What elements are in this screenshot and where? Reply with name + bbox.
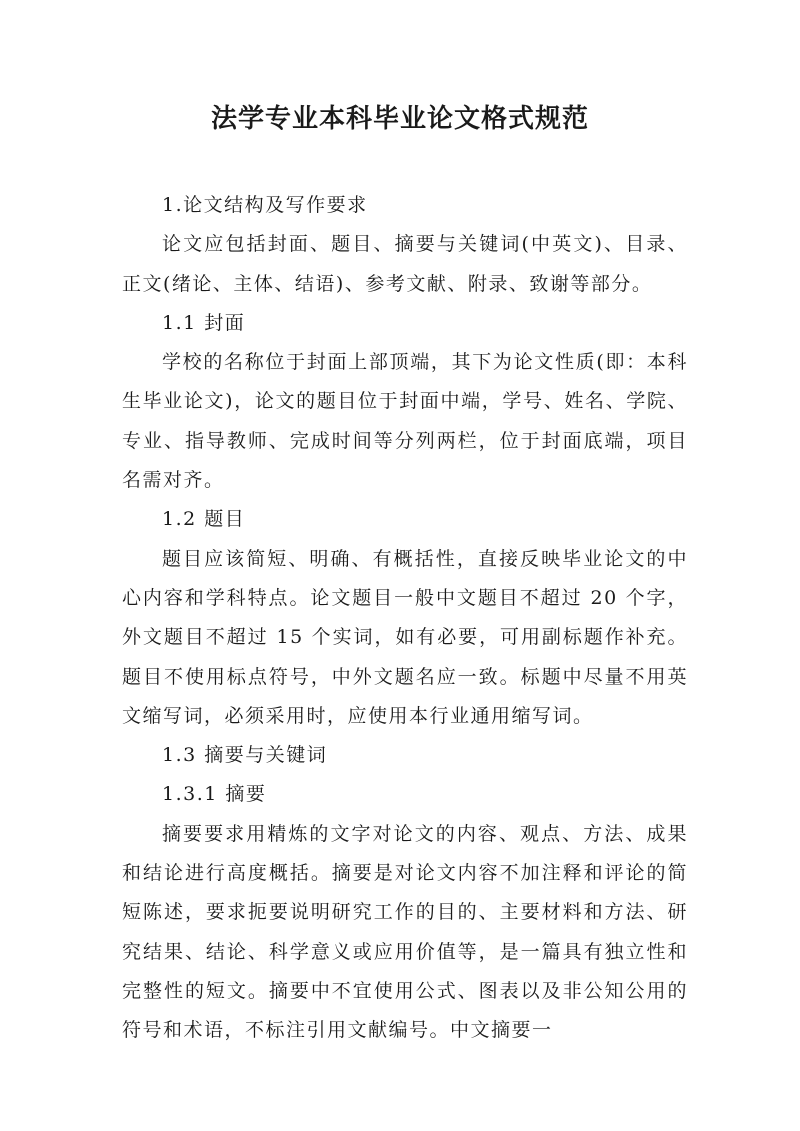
paragraph-title-rules: 题目应该简短、明确、有概括性，直接反映毕业论文的中心内容和学科特点。论文题目一般中文题目不超过 20 个字，外文题目不超过 15 个实词，如有必要，可用副标题作补充。题目不使用标点符号，中外文题名应一致。标题中尽量不用英文缩写词，必须采用时，应使用本行业通用缩写词。 [122,547,688,727]
paragraph-structure: 论文应包括封面、题目、摘要与关键词(中英文)、目录、正文(绪论、主体、结语)、参考文献、附录、致谢等部分。 [122,233,688,295]
document-title: 法学专业本科毕业论文格式规范 [210,104,589,134]
section-heading-1-2: 1.2 题目 [162,508,246,531]
section-heading-1-3-1: 1.3.1 摘要 [162,783,267,806]
paragraph-abstract: 摘要要求用精炼的文字对论文的内容、观点、方法、成果和结论进行高度概括。摘要是对论文内容不加注释和评论的简短陈述，要求扼要说明研究工作的目的、主要材料和方法、研究结果、结论、科学意义或应用价值等，是一篇具有独立性和完整性的短文。摘要中不宜使用公式、图表以及非公知公用的符号和术语，不标注引用文献编号。中文摘要一 [122,822,688,1042]
document-body [122,186,688,1051]
section-heading-1-3: 1.3 摘要与关键词 [162,744,328,767]
paragraph-cover: 学校的名称位于封面上部顶端，其下为论文性质(即：本科生毕业论文)，论文的题目位于封面中端，学号、姓名、学院、专业、指导教师、完成时间等分列两栏，位于封面底端，项目名需对齐。 [122,351,688,492]
section-heading-1: 1.论文结构及写作要求 [162,194,368,216]
section-heading-1-1: 1.1 封面 [162,311,246,334]
